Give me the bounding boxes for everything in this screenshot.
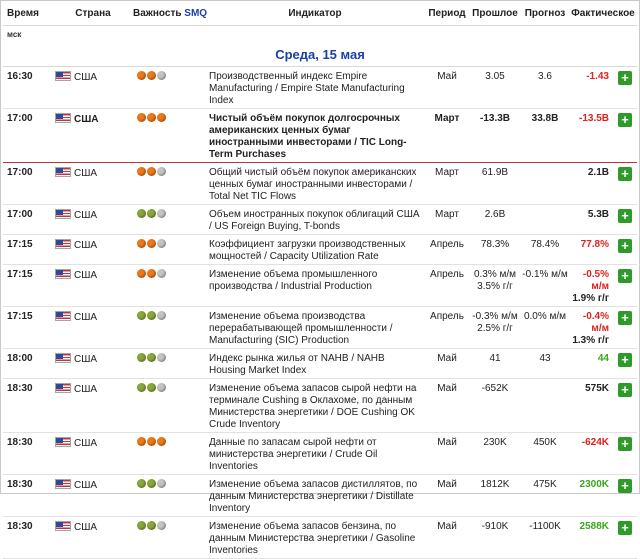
event-country [53, 475, 133, 517]
importance-dot-icon [147, 167, 156, 176]
previous-value: 0.3% м/м 3.5% г/г [469, 265, 521, 307]
add-to-calendar-button[interactable]: + [618, 521, 632, 535]
event-row [3, 433, 637, 475]
importance-indicator [133, 235, 205, 265]
event-period: Май [425, 379, 469, 433]
event-country [53, 163, 133, 205]
event-time: 17:15 [3, 307, 53, 349]
header-country: Страна [53, 1, 133, 26]
importance-dot-icon [157, 479, 166, 488]
importance-dot-icon [157, 167, 166, 176]
header-time: Время [3, 1, 53, 26]
actual-value [569, 235, 613, 265]
event-period: Май [425, 349, 469, 379]
actual-value-text: -0.5% м/м [582, 269, 609, 292]
add-to-calendar-button[interactable]: + [618, 167, 632, 181]
actual-value [569, 517, 613, 559]
actual-value [569, 433, 613, 475]
event-period: Апрель [425, 265, 469, 307]
add-to-calendar-button[interactable]: + [618, 383, 632, 397]
forecast-value: 3.6 [521, 67, 569, 109]
importance-dot-icon [147, 71, 156, 80]
event-row [3, 67, 637, 109]
forecast-value [521, 379, 569, 433]
importance-dot-icon [137, 269, 146, 278]
importance-dot-icon [157, 239, 166, 248]
importance-dot-icon [147, 479, 156, 488]
indicator-name[interactable]: Общий чистый объём покупок американских ценных бумаг иностранными инвесторами / Total Net TIC Flows [205, 163, 425, 205]
importance-indicator [133, 67, 205, 109]
country-name: США [74, 168, 98, 179]
add-to-calendar-button[interactable]: + [618, 209, 632, 223]
previous-value: -13.3B [469, 109, 521, 163]
importance-dot-icon [147, 113, 156, 122]
actual-value-secondary: 1.3% г/г [572, 335, 609, 346]
date-row [3, 42, 637, 67]
importance-dot-icon [137, 311, 146, 320]
country-name: США [74, 210, 98, 221]
forecast-value: 475K [521, 475, 569, 517]
importance-dot-icon [147, 311, 156, 320]
indicator-name[interactable]: Чистый объём покупок долгосрочных американских ценных бумаг иностранными инвесторами / TIC Long-Term Purchases [205, 109, 425, 163]
event-row [3, 205, 637, 235]
us-flag-icon [55, 209, 71, 219]
previous-value: 61.9B [469, 163, 521, 205]
event-row [3, 517, 637, 559]
importance-dot-icon [157, 437, 166, 446]
add-cell [613, 265, 637, 307]
importance-dot-icon [157, 209, 166, 218]
us-flag-icon [55, 239, 71, 249]
previous-value: 3.05 [469, 67, 521, 109]
event-row [3, 475, 637, 517]
add-cell [613, 235, 637, 265]
actual-value [569, 109, 613, 163]
actual-value [569, 163, 613, 205]
us-flag-icon [55, 311, 71, 321]
add-to-calendar-button[interactable]: + [618, 71, 632, 85]
importance-dot-icon [157, 311, 166, 320]
forecast-value [521, 163, 569, 205]
country-name: США [74, 354, 98, 365]
importance-dot-icon [147, 209, 156, 218]
add-to-calendar-button[interactable]: + [618, 269, 632, 283]
country-name: США [74, 384, 98, 395]
event-time: 17:00 [3, 163, 53, 205]
event-country [53, 349, 133, 379]
forecast-value: -1100K [521, 517, 569, 559]
previous-value: 41 [469, 349, 521, 379]
event-row [3, 163, 637, 205]
importance-dot-icon [157, 113, 166, 122]
country-name: США [74, 522, 98, 533]
event-time: 18:00 [3, 349, 53, 379]
add-to-calendar-button[interactable]: + [618, 353, 632, 367]
forecast-value: 0.0% м/м [521, 307, 569, 349]
country-name: США [74, 240, 98, 251]
event-time: 18:30 [3, 379, 53, 433]
event-row [3, 235, 637, 265]
us-flag-icon [55, 383, 71, 393]
header-period: Период [425, 1, 469, 26]
actual-value-text: 2588K [579, 521, 609, 532]
indicator-name[interactable]: Данные по запасам сырой нефти от министерства энергетики / Crude Oil Inventories [205, 433, 425, 475]
event-country [53, 379, 133, 433]
add-cell [613, 67, 637, 109]
add-to-calendar-button[interactable]: + [618, 239, 632, 253]
header-previous: Прошлое [469, 1, 521, 26]
actual-value [569, 67, 613, 109]
actual-value [569, 349, 613, 379]
importance-indicator [133, 163, 205, 205]
importance-dot-icon [157, 353, 166, 362]
event-country [53, 235, 133, 265]
us-flag-icon [55, 71, 71, 81]
indicator-name[interactable]: Производственный индекс Empire Manufacturing / Empire State Manufacturing Index [205, 67, 425, 109]
actual-value-text: -1.43 [586, 71, 609, 82]
event-row [3, 379, 637, 433]
importance-indicator [133, 517, 205, 559]
previous-value: -0.3% м/м 2.5% г/г [469, 307, 521, 349]
add-cell [613, 475, 637, 517]
event-period: Май [425, 67, 469, 109]
header-indicator: Индикатор [205, 1, 425, 26]
event-time: 17:15 [3, 235, 53, 265]
event-row [3, 265, 637, 307]
importance-dot-icon [147, 239, 156, 248]
indicator-name[interactable]: Изменение объема запасов сырой нефти на терминале Cushing в Оклахоме, по данным Министерства энергетики / DOE Cushing OK Crude Inventory [205, 379, 425, 433]
event-country [53, 307, 133, 349]
indicator-name[interactable]: Коэффициент загрузки производственных мощностей / Capacity Utilization Rate [205, 235, 425, 265]
indicator-name[interactable]: Индекс рынка жилья от NAHB / NAHB Housing Market Index [205, 349, 425, 379]
event-time: 17:00 [3, 205, 53, 235]
us-flag-icon [55, 521, 71, 531]
us-flag-icon [55, 167, 71, 177]
event-country [53, 205, 133, 235]
importance-dot-icon [147, 521, 156, 530]
us-flag-icon [55, 479, 71, 489]
actual-value-text: 5.3B [587, 209, 609, 220]
event-period: Май [425, 433, 469, 475]
add-to-calendar-button[interactable]: + [618, 479, 632, 493]
actual-value [569, 475, 613, 517]
country-name: США [74, 72, 98, 83]
event-row [3, 109, 637, 163]
add-to-calendar-button[interactable]: + [618, 437, 632, 451]
forecast-value: 43 [521, 349, 569, 379]
header-importance [133, 1, 208, 26]
event-country [53, 433, 133, 475]
previous-value: 1812K [469, 475, 521, 517]
us-flag-icon [55, 353, 71, 363]
importance-dot-icon [137, 383, 146, 392]
importance-indicator [133, 433, 205, 475]
previous-value: -910K [469, 517, 521, 559]
event-period: Март [425, 205, 469, 235]
country-name: США [74, 270, 98, 281]
actual-value-text: -0.4% м/м [582, 311, 609, 334]
actual-value-text: 2300K [579, 479, 609, 490]
event-period: Март [425, 109, 469, 163]
indicator-name[interactable]: Изменение объема производства перерабатывающей промышленности / Manufacturing (SIC) Production [205, 307, 425, 349]
actual-value-text: -13.5B [578, 113, 609, 124]
event-period: Май [425, 517, 469, 559]
add-cell [613, 205, 637, 235]
header-forecast: Прогноз [521, 1, 569, 26]
importance-dot-icon [147, 353, 156, 362]
add-to-calendar-button[interactable]: + [618, 113, 632, 127]
event-country [53, 109, 133, 163]
forecast-value: -0.1% м/м [521, 265, 569, 307]
add-to-calendar-button[interactable]: + [618, 311, 632, 325]
importance-indicator [133, 379, 205, 433]
importance-dot-icon [157, 71, 166, 80]
add-cell [613, 109, 637, 163]
event-row [3, 349, 637, 379]
add-cell [613, 379, 637, 433]
importance-indicator [133, 265, 205, 307]
event-period: Апрель [425, 307, 469, 349]
importance-dot-icon [137, 239, 146, 248]
event-time: 18:30 [3, 433, 53, 475]
header-row [3, 1, 637, 26]
actual-value-text: 77.8% [580, 239, 609, 250]
event-time: 17:15 [3, 265, 53, 307]
importance-dot-icon [137, 521, 146, 530]
event-row [3, 307, 637, 349]
date-heading: Среда, 15 мая [3, 42, 637, 67]
actual-value-secondary: 1.9% г/г [572, 293, 609, 304]
forecast-value: 450K [521, 433, 569, 475]
add-cell [613, 433, 637, 475]
add-cell [613, 307, 637, 349]
event-country [53, 67, 133, 109]
importance-indicator [133, 205, 205, 235]
importance-dot-icon [157, 521, 166, 530]
actual-value [569, 307, 613, 349]
add-cell [613, 163, 637, 205]
importance-dot-icon [137, 209, 146, 218]
forecast-value: 78.4% [521, 235, 569, 265]
add-cell [613, 517, 637, 559]
economic-calendar-table [3, 1, 637, 559]
importance-dot-icon [137, 479, 146, 488]
previous-value: 230K [469, 433, 521, 475]
importance-dot-icon [147, 437, 156, 446]
previous-value: 78.3% [469, 235, 521, 265]
actual-value [569, 205, 613, 235]
importance-dot-icon [137, 71, 146, 80]
country-name: США [74, 438, 98, 449]
importance-dot-icon [137, 113, 146, 122]
importance-label: Важность [133, 7, 182, 19]
importance-dot-icon [147, 383, 156, 392]
us-flag-icon [55, 437, 71, 447]
event-time: 18:30 [3, 517, 53, 559]
event-time: 16:30 [3, 67, 53, 109]
country-name: США [74, 312, 98, 323]
event-time: 17:00 [3, 109, 53, 163]
previous-value: -652K [469, 379, 521, 433]
importance-dot-icon [157, 269, 166, 278]
indicator-name[interactable]: Изменение объема запасов дистиллятов, по данным Министерства энергетики / Distillate Inventory [205, 475, 425, 517]
country-name: США [74, 480, 98, 491]
event-period: Апрель [425, 235, 469, 265]
smq-link[interactable]: SMQ [184, 7, 208, 19]
indicator-name[interactable]: Объем иностранных покупок облигаций США / US Foreign Buying, T-bonds [205, 205, 425, 235]
importance-indicator [133, 109, 205, 163]
event-time: 18:30 [3, 475, 53, 517]
country-name: США [74, 114, 99, 125]
importance-dot-icon [137, 353, 146, 362]
previous-value: 2.6B [469, 205, 521, 235]
event-period: Март [425, 163, 469, 205]
importance-dot-icon [157, 383, 166, 392]
actual-value-text: -624K [581, 437, 609, 448]
importance-dot-icon [147, 269, 156, 278]
timezone-row [3, 26, 637, 43]
indicator-name[interactable]: Изменение объема запасов бензина, по данным Министерства энергетики / Gasoline Inventories [205, 517, 425, 559]
importance-dot-icon [137, 437, 146, 446]
importance-indicator [133, 475, 205, 517]
event-country [53, 517, 133, 559]
timezone-label: мск [7, 29, 22, 39]
actual-value [569, 379, 613, 433]
importance-indicator [133, 307, 205, 349]
actual-value-text: 2.1B [587, 167, 609, 178]
importance-indicator [133, 349, 205, 379]
us-flag-icon [55, 113, 71, 123]
add-cell [613, 349, 637, 379]
header-actual: Фактическое [569, 1, 637, 26]
importance-dot-icon [137, 167, 146, 176]
actual-value-text: 44 [597, 353, 609, 364]
event-period: Май [425, 475, 469, 517]
actual-value [569, 265, 613, 307]
us-flag-icon [55, 269, 71, 279]
event-country [53, 265, 133, 307]
forecast-value [521, 205, 569, 235]
actual-value-text: 575K [585, 383, 609, 394]
forecast-value: 33.8B [521, 109, 569, 163]
indicator-name[interactable]: Изменение объема промышленного производства / Industrial Production [205, 265, 425, 307]
